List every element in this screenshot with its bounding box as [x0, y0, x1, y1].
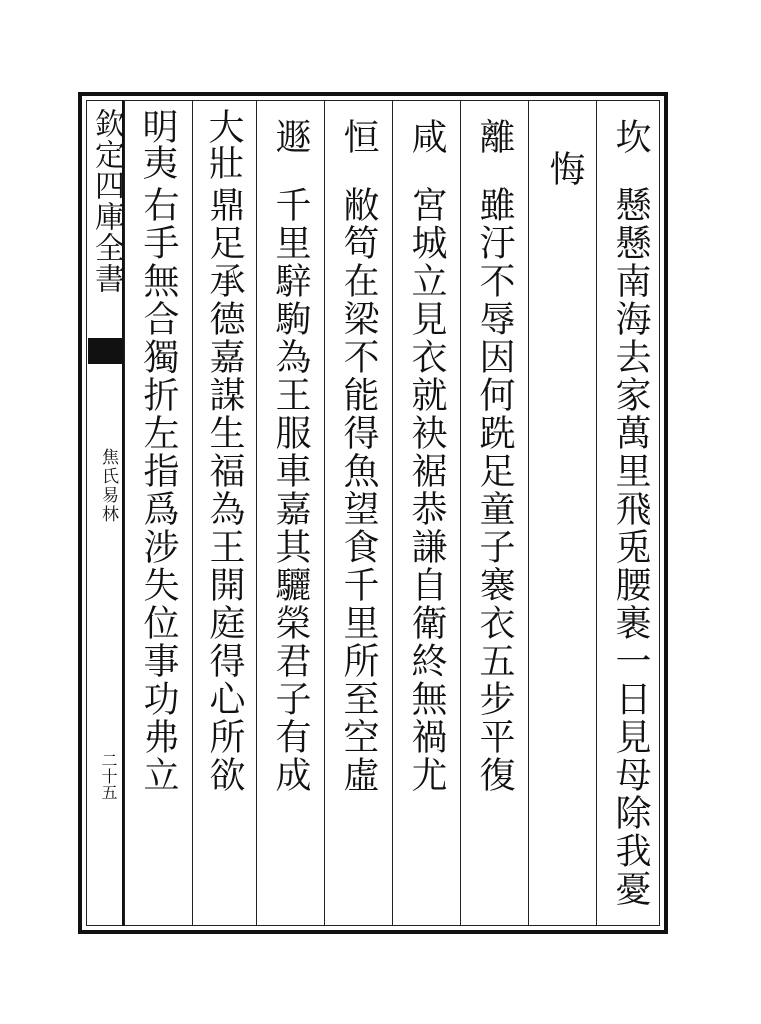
fish-tail-mark — [88, 338, 122, 364]
section-marker: 悔 — [544, 150, 585, 186]
hexagram-name: 離 — [474, 118, 515, 154]
hexagram-name: 明夷 — [137, 108, 178, 180]
verse-text: 鼎足承德嘉謀生福為王開庭得心所欲 — [204, 186, 245, 794]
column-2 — [528, 100, 596, 926]
hexagram-name: 咸 — [406, 118, 447, 154]
hexagram-name: 恒 — [338, 118, 379, 154]
page-number: 二十五 — [99, 752, 118, 800]
hexagram-name: 大壯 — [203, 108, 244, 180]
collection-title: 欽定四庫全書 — [89, 108, 124, 294]
hexagram-name: 遯 — [270, 118, 311, 154]
hexagram-name: 坎 — [610, 118, 651, 154]
verse-text: 千里騂駒為王服車嘉其驪榮君子有成 — [270, 186, 311, 794]
verse-text: 雖汙不辱因何跣足童子褰衣五步平復 — [474, 186, 515, 794]
book-title: 焦氏易林 — [98, 448, 118, 524]
verse-text: 宮城立見衣就袂裾恭謙自衛終無禍尤 — [406, 186, 447, 794]
verse-text: 懸懸南海去家萬里飛兎腰裹一日見母除我憂 — [610, 186, 651, 908]
verse-text: 右手無合獨折左指爲涉失位事功弗立 — [138, 186, 179, 794]
verse-text: 敝笱在梁不能得魚望食千里所至空虛 — [338, 186, 379, 794]
